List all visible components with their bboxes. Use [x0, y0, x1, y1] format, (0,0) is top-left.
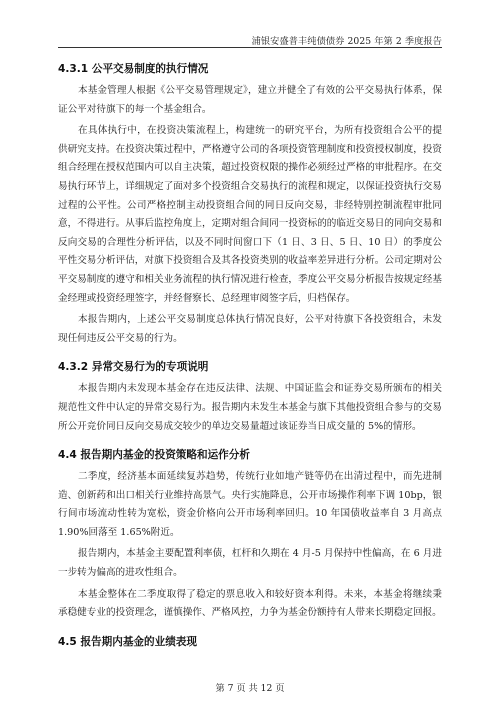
paragraph: 本基金管理人根据《公平交易管理规定》，建立并健全了有效的公平交易执行体系，保证公平对待旗下的每一个基金组合。 [58, 85, 442, 115]
paragraph: 本报告期内未发现本基金存在违反法律、法规、中国证监会和证券交易所颁布的相关规范性文件中认定的异常交易行为。报告期内未发生本基金与旗下其他投资组合参与的交易所公开竞价同日反向交易成交较少的单边交易量超过该证券当日成交量的 5%的情形。 [58, 383, 442, 432]
section-4-5 [58, 635, 442, 649]
paragraph: 在具体执行中，在投资决策流程上，构建统一的研究平台，为所有投资组合公平的提供研究支持。在投资决策过程中，严格遵守公司的各项投资管理制度和投资授权制度，投资组合经理在授权范围内可以自主决策，超过投资权限的操作必须经过严格的审批程序。在交易执行环节上，详细规定了面对多个投资组合交易执行的流程和规定，以保证投资执行交易过程的公平性。公司严格控制主动投资组合间的同日反向交易，非经特别控制流程审批同意，不得进行。从事后监控角度上，定期对组合间同一投资标的的临近交易日的同向交易和反向交易的合理性分析评估，以及不同时间窗口下（1 日、3 日、5 日、10 日）的季度公平性交易分析评估，对旗下投资组合及其各投资类别的收益率差异进行分析。公司定期对公平交易制度的遵守和相关业务流程的执行情况进行检查，季度公平交易分析报告按规定经基金经理或投资经理签字，并经督察长、总经理审阅签字后，归档保存。 [58, 125, 442, 304]
section-4-3-1 [58, 62, 442, 348]
section-4-4 [58, 448, 442, 623]
section-spacer [58, 439, 442, 448]
header-divider [58, 47, 442, 48]
section-heading: 4.5 报告期内基金的业绩表现 [58, 635, 197, 648]
paragraph: 本基金整体在二季度取得了稳定的票息收入和较好资本利得。未来，本基金将继续秉承稳健专业的投资理念，谨慎操作、严格风控，力争为基金份额持有人带来长期稳定回报。 [58, 588, 442, 619]
section-spacer [58, 351, 442, 360]
page-header-title: 浦银安盛普丰纯债债券 2025 年第 2 季度报告 [251, 36, 442, 47]
page-number: 第 7 页 共 12 页 [215, 683, 285, 694]
paragraph: 二季度，经济基本面延续复苏趋势，传统行业如地产链等仍在出清过程中，而先进制造、创新药和出口相关行业维持高景气。央行实施降息，公开市场操作利率下调 10bp，银行间市场流动性转为宽松，资金价格向公开市场利率回归。10 年国债收益率自 3 月高点 1.90%回落至 1.65%附近。 [58, 471, 442, 538]
paragraph: 报告期内，本基金主要配置利率债，杠杆和久期在 4 月-5 月保持中性偏高，在 6 月进一步转为偏高的进攻性组合。 [58, 548, 442, 579]
document-body [58, 62, 442, 655]
section-spacer [58, 626, 442, 635]
section-4-3-2 [58, 360, 442, 436]
section-heading: 4.3.2 异常交易行为的专项说明 [58, 361, 209, 374]
paragraph: 本报告期内，上述公平交易制度总体执行情况良好，公平对待旗下各投资组合，未发现任何违反公平交易的行为。 [58, 314, 442, 344]
section-heading: 4.4 报告期内基金的投资策略和运作分析 [58, 449, 250, 462]
section-heading: 4.3.1 公平交易制度的执行情况 [58, 63, 209, 75]
